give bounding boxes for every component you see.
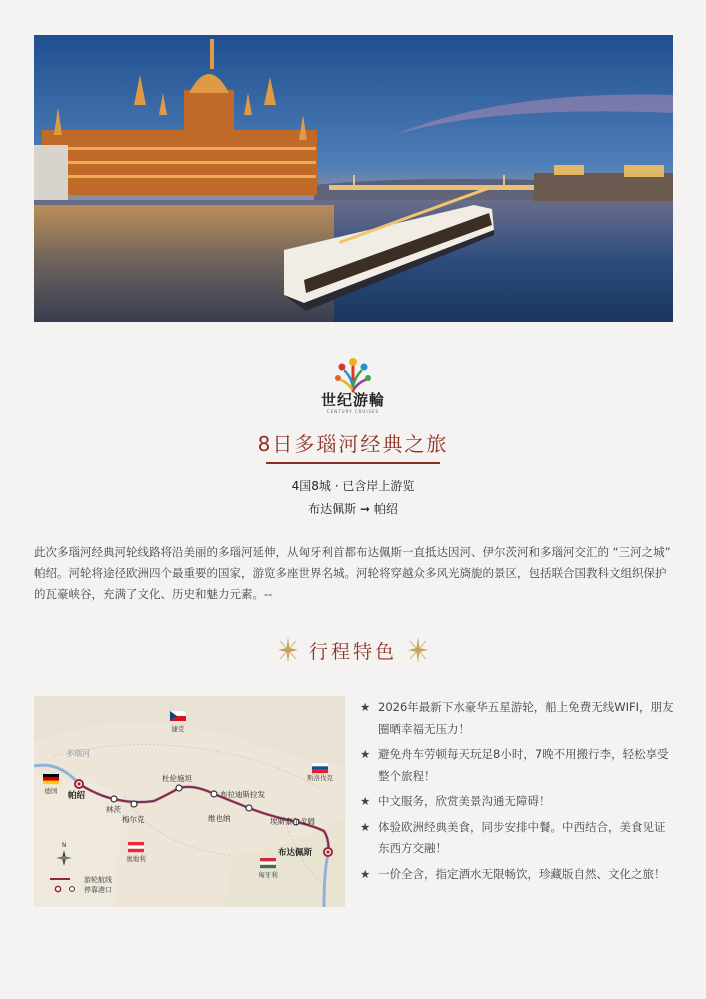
sparkle-left-icon	[276, 635, 300, 665]
star-icon: ★	[360, 747, 371, 761]
title-underline	[266, 462, 440, 464]
legend-port: 停靠港口	[84, 886, 112, 894]
flag-czech-icon	[170, 711, 186, 721]
country-austria: 奥地利	[126, 855, 146, 863]
country-germany: 德国	[44, 787, 58, 795]
trip-summary: 4国8城 · 已含岸上游览	[291, 479, 415, 493]
compass-north: N	[62, 842, 67, 849]
intro-paragraph: 此次多瑙河经典河轮线路将沿美丽的多瑙河延伸，从匈牙利首都布达佩斯一直抵达因河、伊尔茨河和多瑙河交汇的 “三河之城” 帕绍。河轮将途径欧洲四个最重要的国家，游览多座世界名城。河轮将穿越众多风光旖旎的景区，包括联合国教科文组织保护的瓦豪峡谷，充满了文化、历史和魅力元素。--	[34, 545, 671, 601]
port-budapest: 布达佩斯	[278, 848, 313, 858]
legend-route: 游轮航线	[84, 876, 112, 884]
list-item: ★ 避免舟车劳顿每天玩足8小时，7晚不用搬行李，轻松享受整个旅程！	[358, 744, 676, 787]
section-heading	[0, 635, 706, 669]
hero-image	[34, 35, 673, 322]
flag-slovakia-icon	[312, 763, 328, 773]
page-title: 8日多瑙河经典之旅	[257, 432, 449, 456]
port-vienna: 维也纳	[208, 814, 231, 823]
river-label: 多瑙河	[66, 749, 90, 758]
star-icon: ★	[360, 819, 371, 834]
legend-port-swatch	[55, 886, 60, 891]
brand-name-en: CENTURY CRUISES	[326, 409, 380, 414]
section-title: 行程特色	[308, 640, 397, 663]
list-item: ★ 2026年最新下水豪华五星游轮，船上免费无线WIFI，朋友圈晒幸福无压力！	[358, 697, 676, 740]
route-map	[34, 696, 345, 907]
star-icon: ★	[360, 866, 371, 881]
port-linz: 林茨	[106, 805, 121, 814]
flag-germany-icon	[43, 774, 59, 784]
star-icon: ★	[360, 794, 371, 808]
port-melk: 梅尔克	[122, 815, 145, 824]
list-item: ★ 中文服务，欣赏美景沟通无障碍！	[358, 791, 676, 813]
port-durnstein: 杜伦施坦	[162, 774, 192, 783]
brand-name: 世纪游輪	[320, 391, 385, 409]
brand-flower-icon	[333, 357, 373, 393]
brand-logo	[0, 357, 706, 415]
trip-route: 布达佩斯 ➞ 帕绍	[308, 502, 398, 516]
star-icon: ★	[360, 700, 371, 714]
feature-list	[358, 697, 676, 889]
port-passau: 帕绍	[68, 791, 86, 801]
sparkle-right-icon	[406, 635, 430, 665]
flag-hungary-icon	[260, 858, 276, 868]
list-item: ★ 一价全含，指定酒水无限畅饮，珍藏版自然、文化之旅！	[358, 864, 676, 886]
list-item: ★ 体验欧洲经典美食，同步安排中餐。中西结合，美食见证东西方交融！	[358, 817, 676, 860]
port-esztergom: 埃斯泰尔戈姆	[270, 817, 315, 826]
country-slovakia: 斯洛伐克	[307, 774, 333, 782]
port-bratislava: 布拉迪斯拉发	[220, 790, 265, 799]
flag-austria-icon	[128, 842, 144, 852]
country-hungary: 匈牙利	[258, 871, 278, 879]
country-czech: 捷克	[171, 725, 185, 733]
